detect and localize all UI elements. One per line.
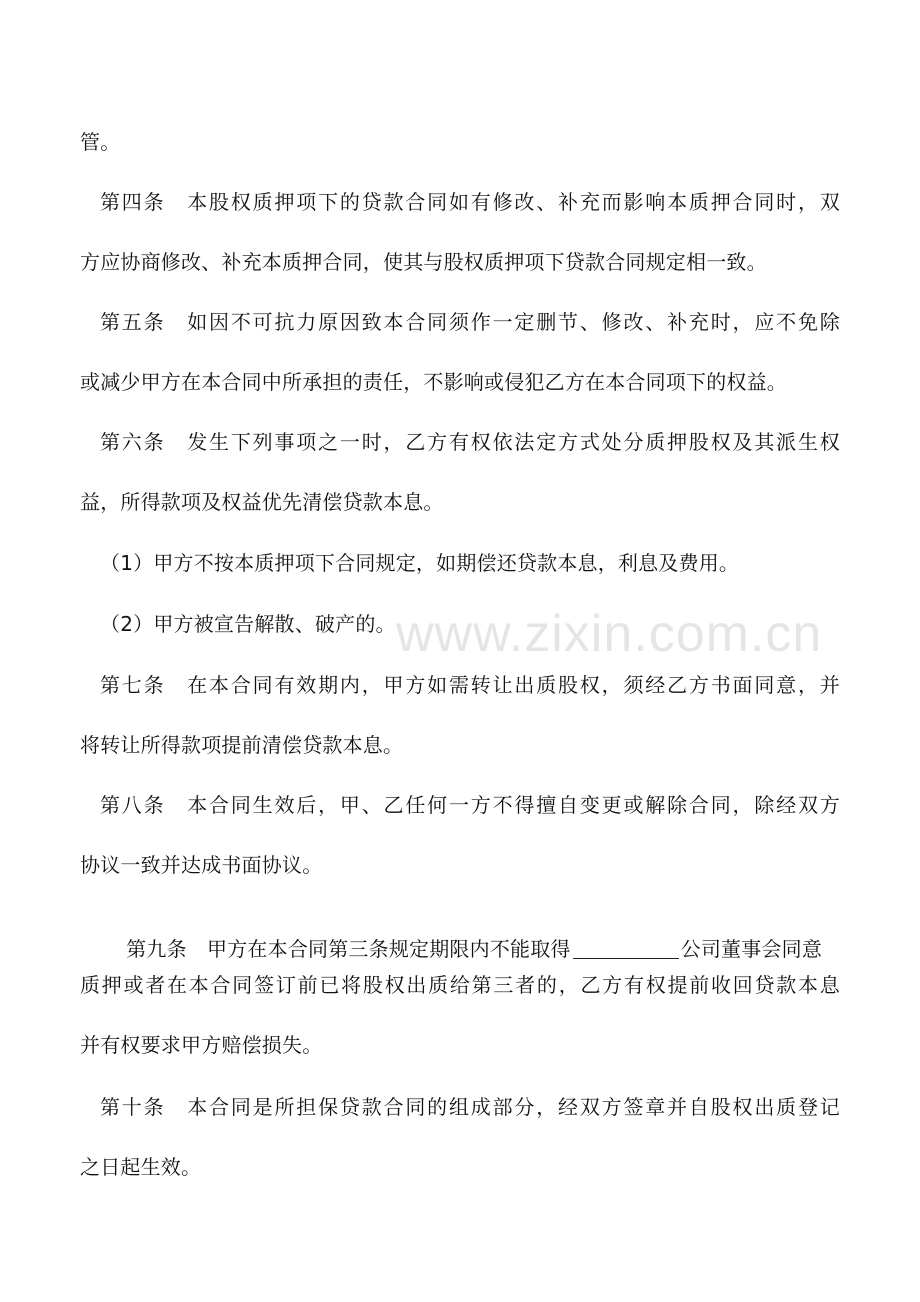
article-7-line-1: 第七条 在本合同有效期内，甲方如需转让出质股权，须经乙方书面同意，并 [100, 673, 840, 697]
list-item-1: （1）甲方不按本质押项下合同规定，如期偿还贷款本息，利息及费用。 [100, 551, 740, 575]
article-4-line-2: 方应协商修改、补充本质押合同，使其与股权质押项下贷款合同规定相一致。 [80, 250, 767, 274]
article-10-line-2: 之日起生效。 [80, 1155, 202, 1179]
fill-in-blank[interactable] [573, 940, 679, 959]
article-8-line-2: 协议一致并达成书面协议。 [80, 853, 323, 877]
article-7-line-2: 将转让所得款项提前清偿贷款本息。 [80, 733, 404, 757]
text-line-1: 管。 [80, 130, 121, 154]
article-9-line-3: 并有权要求甲方赔偿损失。 [80, 1033, 323, 1057]
article-5-line-2: 或减少甲方在本合同中所承担的责任，不影响或侵犯乙方在本合同项下的权益。 [80, 370, 787, 394]
article-10-line-1: 第十条 本合同是所担保贷款合同的组成部分，经双方签章并自股权出质登记 [100, 1095, 840, 1119]
list-item-2: （2）甲方被宣告解散、破产的。 [100, 612, 396, 636]
article-9-text-before-blank: 第九条 甲方在本合同第三条规定期限内不能取得 [126, 937, 571, 961]
article-6-line-2: 益，所得款项及权益优先清偿贷款本息。 [80, 490, 444, 514]
article-5-line-1: 第五条 如因不可抗力原因致本合同须作一定删节、修改、补充时，应不免除 [100, 310, 840, 334]
article-4-line-1: 第四条 本股权质押项下的贷款合同如有修改、补充而影响本质押合同时，双 [100, 190, 840, 214]
article-9-text-after-blank: 公司董事会同意 [680, 937, 823, 961]
article-8-line-1: 第八条 本合同生效后，甲、乙任何一方不得擅自变更或解除合同，除经双方 [100, 793, 840, 817]
article-9-line-2: 质押或者在本合同签订前已将股权出质给第三者的，乙方有权提前收回贷款本息 [80, 973, 840, 997]
article-6-line-1: 第六条 发生下列事项之一时，乙方有权依法定方式处分质押股权及其派生权 [100, 430, 840, 454]
watermark: www.zixin.com.cn [396, 605, 823, 663]
